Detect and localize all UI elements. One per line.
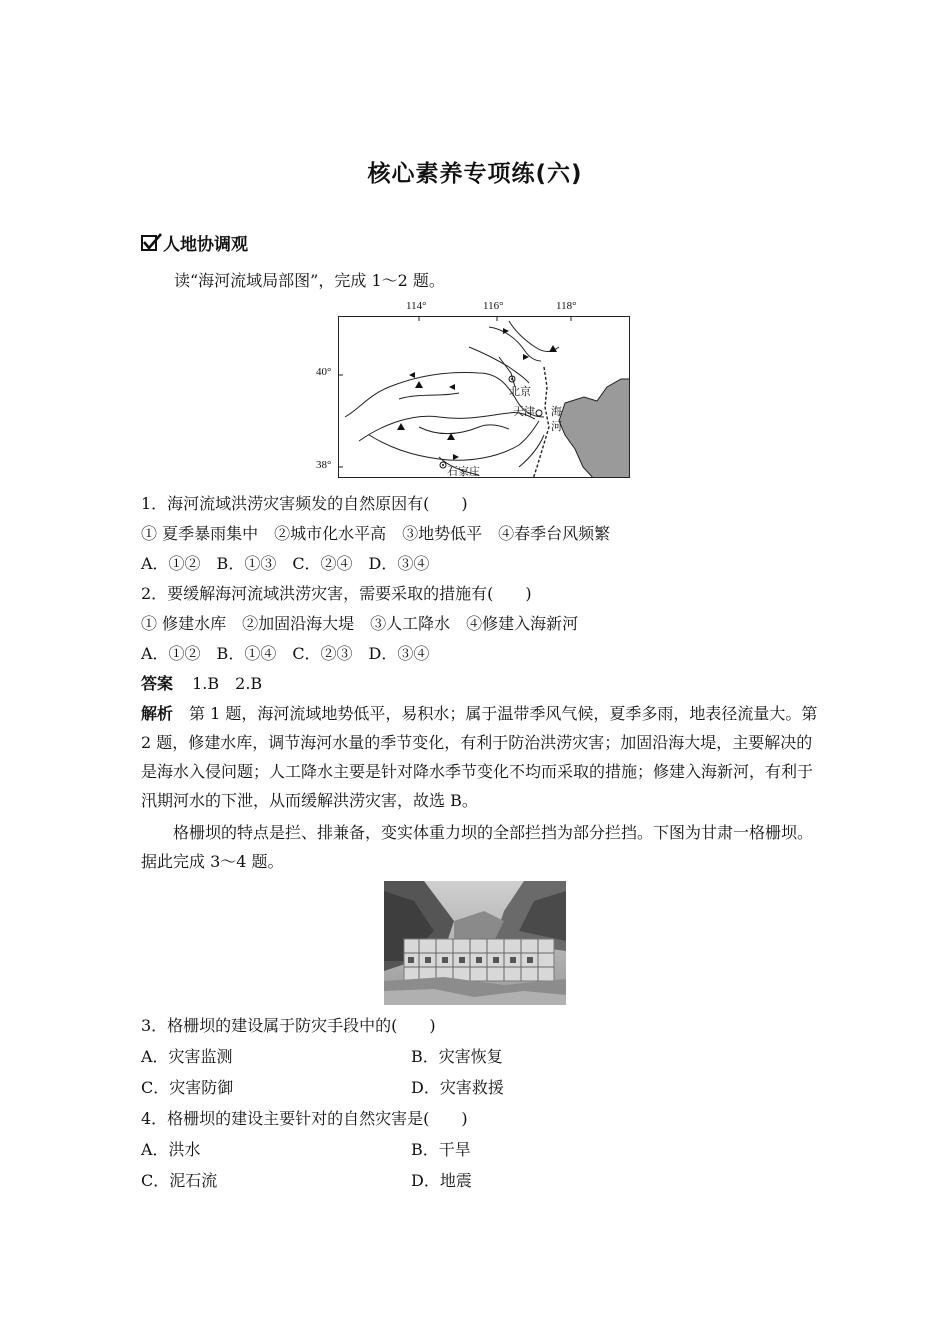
place-he: 河 — [551, 421, 562, 433]
intro-1: 读“海河流域局部图”，完成 1～2 题。 — [174, 271, 445, 290]
q3-option-b: B．灾害恢复 — [411, 1047, 503, 1066]
q3-option-c: C．灾害防御 — [141, 1078, 234, 1097]
q2-options: A．①② B．①④ C．②③ D．③④ — [141, 644, 430, 663]
q4-option-d: D．地震 — [411, 1171, 472, 1190]
intro-2: 格栅坝的特点是拦、排兼备，变实体重力坝的全部拦挡为部分拦挡。下图为甘肃一格栅坝。据此完成 3～4 题。 — [141, 823, 814, 871]
q2-stem: 2．要缓解海河流域洪涝灾害，需要采取的措施有( ) — [141, 584, 532, 603]
q1-stem: 1．海河流域洪涝灾害频发的自然原因有( ) — [141, 494, 468, 513]
q4-option-a: A．洪水 — [141, 1140, 201, 1159]
q4-stem: 4．格栅坝的建设主要针对的自然灾害是( ) — [141, 1109, 468, 1128]
checkmark-icon — [141, 235, 157, 251]
lon-label: 114° — [406, 300, 427, 312]
answer-line — [141, 673, 262, 695]
map-frame — [338, 316, 630, 478]
section-title: 人地协调观 — [163, 235, 248, 255]
q2-items: ① 修建水库 ②加固沿海大堤 ③人工降水 ④修建入海新河 — [141, 614, 579, 633]
place-hai: 海 — [551, 406, 562, 418]
q4-option-b: B．干旱 — [411, 1140, 471, 1159]
grid-dam-photo — [384, 881, 566, 1005]
map-drawing — [339, 317, 630, 478]
lat-label: 40° — [316, 366, 332, 378]
analysis-block — [141, 699, 821, 815]
q3-option-d: D．灾害救援 — [411, 1078, 504, 1097]
section-heading — [141, 230, 248, 255]
q1-items: ① 夏季暴雨集中 ②城市化水平高 ③地势低平 ④春季台风频繁 — [141, 524, 611, 543]
lon-label: 118° — [556, 300, 577, 312]
place-shijiazhuang: 石家庄 — [447, 466, 480, 478]
lon-label: 116° — [483, 300, 504, 312]
lat-label: 38° — [316, 459, 332, 471]
answer-label: 答案 — [141, 674, 174, 693]
answer-text: 1.B 2.B — [192, 674, 263, 693]
page-title: 核心素养专项练(六) — [367, 161, 583, 187]
analysis-text: 第 1 题，海河流域地势低平，易积水；属于温带季风气候，夏季多雨，地表径流量大。第 2 题，修建水库，调节海河水量的季节变化，有利于防治洪涝灾害；加固沿海大堤，主要解决的是海水入侵问题；人工降水主要是针对降水季节变化不均而采取的措施；修建入海新河，有利于汛期河水的下泄，从而缓解洪涝灾害，故选 B。 — [141, 704, 818, 810]
q1-options: A．①② B．①③ C．②④ D．③④ — [141, 554, 430, 573]
analysis-label: 解析 — [141, 704, 174, 723]
q3-stem: 3．格栅坝的建设属于防灾手段中的( ) — [141, 1016, 436, 1035]
q4-option-c: C．泥石流 — [141, 1171, 218, 1190]
place-tianjin: 天津 — [513, 406, 535, 418]
place-beijing: 北京 — [509, 386, 531, 398]
q3-option-a: A．灾害监测 — [141, 1047, 233, 1066]
